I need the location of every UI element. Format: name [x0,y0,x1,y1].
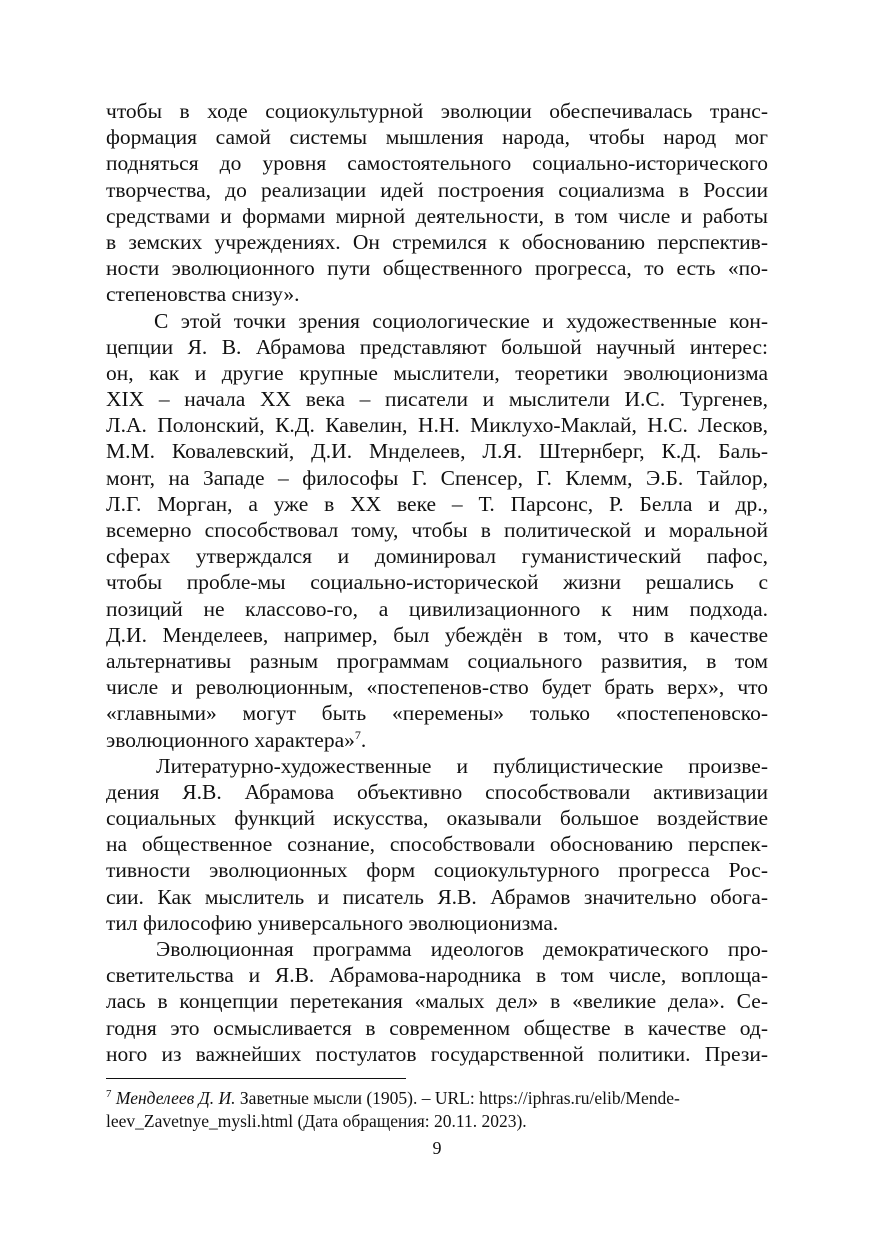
footnote-number: 7 [106,1088,112,1101]
text-line: сферах утверждался и доминировал гуманистический пафос, [106,544,768,569]
text-line: он, как и другие крупные мыслители, теоретики эволюционизма [106,360,768,385]
footnote-reference[interactable]: 7 [354,727,361,742]
text-line: дения Я.В. Абрамова объективно способствовали активизации [106,779,768,804]
text-line: альтернативы разным программам социального развития, в том [106,648,768,673]
text-line: на общественное сознание, способствовали обоснованию перспек- [106,832,768,857]
text-line: цепции Я. В. Абрамова представляют большой научный интерес: [106,334,768,359]
page-body [106,98,768,1067]
text-line: позиций не классово-го, а цивилизационного к ним подхода. [106,596,768,621]
text-fragment: государственной политики. Прези- [416,1041,768,1066]
text-line: в земских учреждениях. Он стремился к обоснованию перспектив- [106,229,768,254]
text-fragment: ного из важнейших постулатов [106,1041,417,1066]
text-line: ности эволюционного пути общественного прогресса, то есть «по- [106,256,768,281]
text-line: М.М. Ковалевский, Д.И. Мнделеев, Л.Я. Штернберг, К.Д. Баль- [106,439,768,464]
text-line: годня это осмысливается в современном обществе в качестве од- [106,1015,768,1040]
footnote-author: Менделеев Д. И. [115,1088,236,1108]
text-line: лась в концепции перетекания «малых дел» в «великие дела». Се- [106,989,768,1014]
text-line: сии. Как мыслитель и писатель Я.В. Абрамов значительно обога- [106,884,768,909]
text-line: творчества, до реализации идей построения социализма в России [106,177,768,202]
text-line [106,1041,768,1067]
footnote-separator [106,1078,406,1079]
text-line: С этой точки зрения социологические и художественные кон- [154,308,768,333]
text-line: Л.А. Полонский, К.Д. Кавелин, Н.Н. Миклухо-Маклай, Н.С. Лесков, [106,413,768,438]
text-line: тил философию универсального эволюционизма. [106,910,559,935]
text-line: подняться до уровня самостоятельного социально-исторического [106,151,768,176]
footnote-line [106,1087,768,1110]
text-line: средствами и формами мирной деятельности, в том числе и работы [106,203,768,228]
footnote-line[interactable]: leev_Zavetnye_mysli.html (Дата обращения: 20.11. 2023). [106,1111,527,1131]
paragraph-2 [106,308,768,753]
text-line: светительства и Я.В. Абрамова-народника в том числе, воплоща- [106,963,768,988]
text-fragment: эволюционного характера» [106,727,355,752]
text-line: Л.Г. Морган, а уже в XX веке – Т. Парсонс, Р. Белла и др., [106,491,768,516]
text-line: социальных функций искусства, оказывали большое воздействие [106,806,768,831]
text-line: степеновства снизу». [106,282,300,307]
page-number: 9 [432,1138,442,1158]
text-line: чтобы пробле-мы социально-исторической жизни решались с [106,570,768,595]
footnote-text[interactable]: Заветные мысли (1905). – URL: https://iphras.ru/elib/Mende- [235,1088,680,1108]
paragraph-3 [106,753,768,936]
text-line: «главными» могут быть «перемены» только «постепеновско- [106,701,768,726]
paragraph-4 [106,936,768,1067]
text-line: монт, на Западе – философы Г. Спенсер, Г. Клемм, Э.Б. Тайлор, [106,465,768,490]
text-line: XIX – начала XX века – писатели и мыслители И.С. Тургенев, [106,387,768,412]
paragraph-1 [106,98,768,308]
text-line: формация самой системы мышления народа, чтобы народ мог [106,125,768,150]
footnote [106,1087,768,1133]
text-line: Литературно-художественные и публицистические произве- [156,753,768,778]
text-line: Эволюционная программа идеологов демократического про- [156,937,768,961]
text-line: тивности эволюционных форм социокультурного прогресса Рос- [106,858,768,883]
text-fragment: . [360,727,367,752]
text-line: всемерно способствовал тому, чтобы в политической и моральной [106,518,768,542]
text-line: числе и революционным, «постепенов-ство будет брать верх», что [106,675,768,700]
text-line [106,727,768,753]
text-line: Д.И. Менделеев, например, был убеждён в том, что в качестве [106,622,768,647]
text-line: чтобы в ходе социокультурной эволюции обеспечивалась транс- [106,99,768,123]
